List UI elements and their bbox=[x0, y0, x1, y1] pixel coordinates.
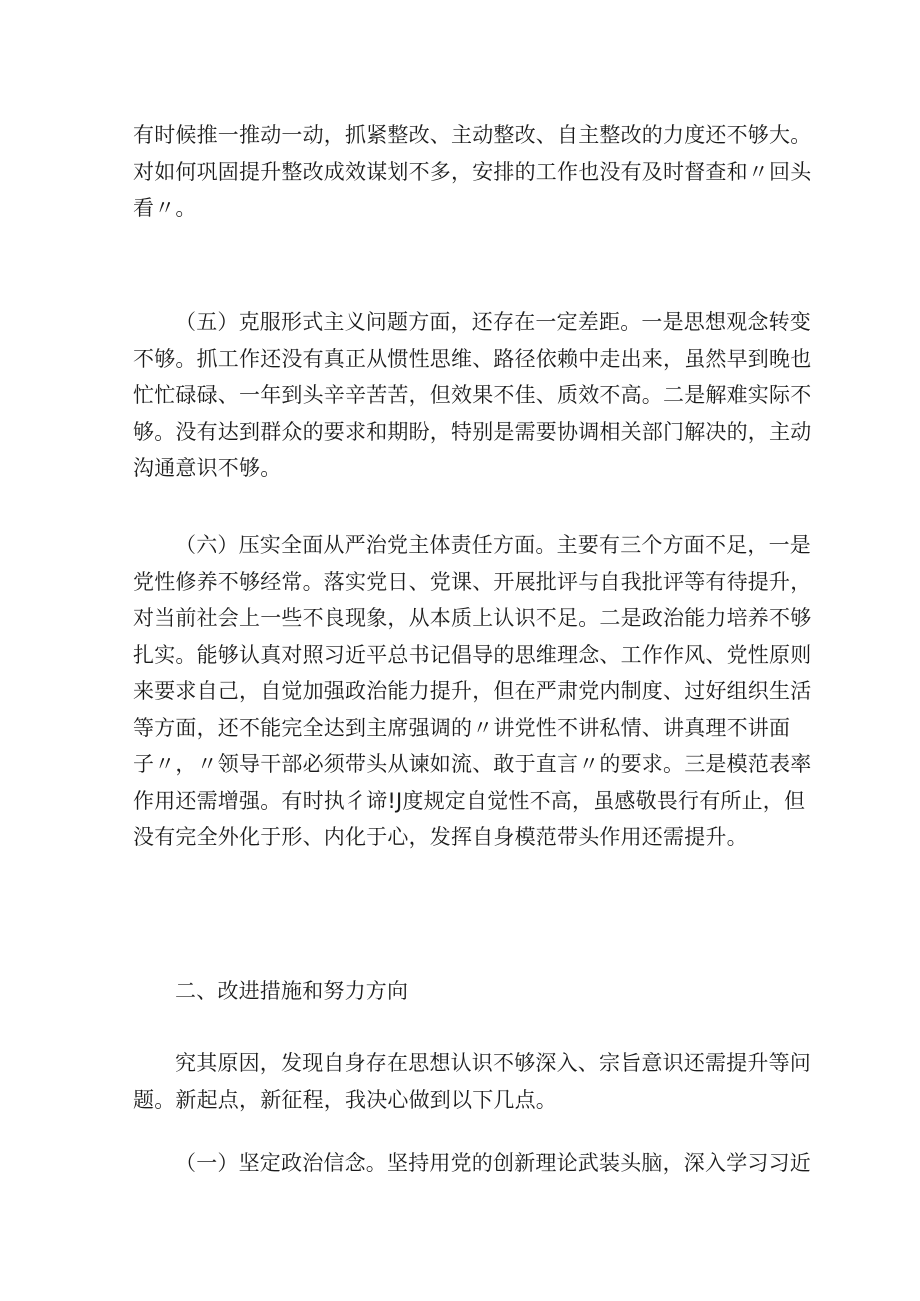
text-line: 作用还需增强。有时执彳谛!J度规定自觉性不高，虽感敬畏行有所止，但 bbox=[133, 788, 806, 813]
text-line: 不够。抓工作还没有真正从惯性思维、路径依赖中走出来，虽然早到晚也 bbox=[133, 346, 812, 371]
text-line: 等方面，还不能完全达到主席强调的〃讲党性不讲私情、讲真理不讲面 bbox=[133, 715, 791, 740]
text-line: 对如何巩固提升整改成效谋划不多，安排的工作也没有及时督查和〃回头 bbox=[133, 159, 812, 184]
paragraph-formalism bbox=[133, 304, 812, 487]
paragraph-party-responsibility bbox=[133, 527, 812, 856]
heading-text: 二、改进措施和努力方向 bbox=[175, 979, 409, 1003]
paragraph-political-belief bbox=[133, 1145, 811, 1182]
section-heading bbox=[133, 973, 793, 1010]
paragraph-continuation bbox=[133, 117, 812, 227]
text-line: 沟通意识不够。 bbox=[133, 456, 282, 480]
text-line: 够。没有达到群众的要求和期盼，特别是需要协调相关部门解决的，主动 bbox=[133, 419, 812, 444]
text-line: （六）压实全面从严治党主体责任方面。主要有三个方面不足，一是 bbox=[175, 533, 811, 557]
text-line: 忙忙碌碌、一年到头辛辛苦苦，但效果不佳、质效不高。二是解难实际不 bbox=[133, 383, 812, 407]
text-line: 对当前社会上一些不良现象，从本质上认识不足。二是政治能力培养不够 bbox=[133, 606, 812, 630]
text-line: 来要求自己，自觉加强政治能力提升，但在严肃党内制度、过好组织生活 bbox=[133, 679, 812, 703]
paragraph-causes bbox=[133, 1045, 811, 1118]
text-line: 没有完全外化于形、内化于心，发挥自身模范带头作用还需提升。 bbox=[133, 825, 748, 849]
text-line: （一）坚定政治信念。坚持用党的创新理论武装头脑，深入学习习近 bbox=[175, 1151, 811, 1175]
text-line: 看〃。 bbox=[133, 196, 197, 220]
text-line: （五）克服形式主义问题方面，还存在一定差距。一是思想观念转变 bbox=[175, 310, 811, 334]
text-line: 题。新起点，新征程，我决心做到以下几点。 bbox=[133, 1087, 557, 1112]
text-line: 究其原因，发现自身存在思想认识不够深入、宗旨意识还需提升等问 bbox=[175, 1051, 811, 1075]
text-line: 有时候推一推动一动，抓紧整改、主动整改、自主整改的力度还不够大。 bbox=[133, 123, 812, 147]
text-line: 子〃，〃领导干部必须带头从谏如流、敢于直言〃的要求。三是模范表率 bbox=[133, 752, 812, 776]
text-line: 党性修养不够经常。落实党日、党课、开展批评与自我批评等有待提升， bbox=[133, 569, 812, 594]
text-line: 扎实。能够认真对照习近平总书记倡导的思维理念、工作作风、党性原则 bbox=[133, 642, 812, 667]
